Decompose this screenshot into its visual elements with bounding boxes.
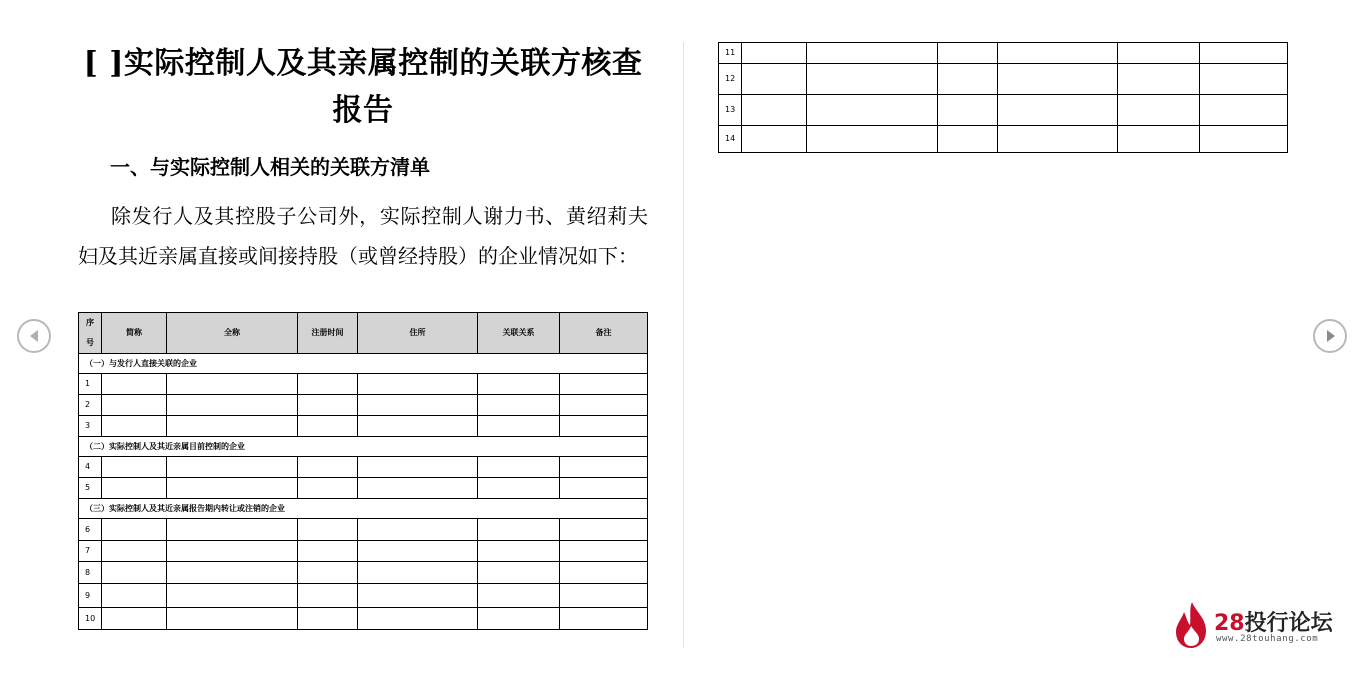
table-cell [1200, 64, 1288, 95]
row-number: 3 [79, 416, 102, 437]
table-cell [358, 395, 478, 416]
table-cell [998, 126, 1118, 153]
table-cell [358, 416, 478, 437]
chevron-right-icon [1315, 321, 1345, 351]
table-cell [560, 416, 648, 437]
table-cell [102, 374, 167, 395]
table-cell [358, 478, 478, 499]
group-label: （三）实际控制人及其近亲属报告期内转让或注销的企业 [79, 499, 648, 519]
row-number: 2 [79, 395, 102, 416]
row-number: 12 [719, 64, 742, 95]
table-group-row [79, 437, 648, 457]
table-row [79, 541, 648, 562]
row-number: 8 [79, 562, 102, 584]
group-label: （二）实际控制人及其近亲属目前控制的企业 [79, 437, 648, 457]
table-cell [102, 478, 167, 499]
table-cell [298, 416, 358, 437]
table-cell [298, 519, 358, 541]
document-title [78, 40, 648, 134]
table-cell [167, 457, 298, 478]
table-cell [167, 395, 298, 416]
table-cell [102, 584, 167, 608]
table-cell [807, 43, 938, 64]
row-number: 7 [79, 541, 102, 562]
table-row [79, 584, 648, 608]
table-cell [167, 374, 298, 395]
site-logo [1172, 600, 1342, 650]
table-row [79, 374, 648, 395]
table-cell [807, 64, 938, 95]
table-cell [1118, 95, 1200, 126]
table-cell [298, 608, 358, 630]
table-row [719, 95, 1288, 126]
table-group-row [79, 499, 648, 519]
table-cell [742, 95, 807, 126]
table-cell [478, 608, 560, 630]
table-cell [1200, 126, 1288, 153]
row-number: 6 [79, 519, 102, 541]
table-cell [478, 478, 560, 499]
row-number: 14 [719, 126, 742, 153]
table-cell [560, 608, 648, 630]
group-label: （一）与发行人直接关联的企业 [79, 354, 648, 374]
header-remark: 备注 [560, 313, 648, 354]
table-cell [358, 519, 478, 541]
table-cell [478, 416, 560, 437]
table-cell [358, 562, 478, 584]
table-cell [742, 43, 807, 64]
row-number: 10 [79, 608, 102, 630]
next-page-button[interactable] [1313, 319, 1347, 353]
header-serial-line2: 号 [86, 338, 94, 347]
table-cell [478, 374, 560, 395]
row-number: 11 [719, 43, 742, 64]
table-cell [560, 584, 648, 608]
table-cell [807, 126, 938, 153]
table-cell [102, 519, 167, 541]
header-fullname: 全称 [167, 313, 298, 354]
table-row [719, 64, 1288, 95]
table-row [79, 457, 648, 478]
header-relation: 关联关系 [478, 313, 560, 354]
row-number: 4 [79, 457, 102, 478]
table-cell [807, 95, 938, 126]
table-cell [938, 126, 998, 153]
table-cell [938, 43, 998, 64]
table-cell [358, 374, 478, 395]
document-page-left [78, 40, 648, 276]
header-address: 住所 [358, 313, 478, 354]
table-row [79, 608, 648, 630]
page-divider [683, 42, 684, 648]
flame-icon [1172, 600, 1212, 650]
table-cell [358, 584, 478, 608]
table-cell [478, 395, 560, 416]
chevron-left-icon [19, 321, 49, 351]
header-abbr: 简称 [102, 313, 167, 354]
title-line-1: [ ]实际控制人及其亲属控制的关联方核查 [83, 46, 643, 81]
logo-name: 投行论坛 [1244, 611, 1333, 636]
table-cell [742, 126, 807, 153]
table-cell [478, 562, 560, 584]
table-cell [167, 562, 298, 584]
table-cell [998, 95, 1118, 126]
table-cell [167, 478, 298, 499]
table-cell [167, 416, 298, 437]
row-number: 9 [79, 584, 102, 608]
table-group-row [79, 354, 648, 374]
table-cell [358, 457, 478, 478]
table-cell [102, 608, 167, 630]
table-row [79, 562, 648, 584]
header-serial [79, 313, 102, 354]
table-cell [560, 478, 648, 499]
table-cell [102, 541, 167, 562]
table-row [79, 395, 648, 416]
table-cell [560, 519, 648, 541]
table-row [719, 126, 1288, 153]
table-cell [560, 541, 648, 562]
table-header-row [79, 313, 648, 354]
table-cell [560, 374, 648, 395]
table-cell [560, 395, 648, 416]
table-cell [1200, 43, 1288, 64]
table-cell [560, 457, 648, 478]
table-cell [298, 478, 358, 499]
table-cell [478, 519, 560, 541]
row-number: 5 [79, 478, 102, 499]
table-cell [298, 374, 358, 395]
row-number: 1 [79, 374, 102, 395]
table-cell [167, 608, 298, 630]
table-cell [298, 457, 358, 478]
table-cell [478, 457, 560, 478]
title-line-2: 报告 [332, 93, 394, 128]
table-cell [998, 43, 1118, 64]
header-reg-time: 注册时间 [298, 313, 358, 354]
row-number: 13 [719, 95, 742, 126]
table-cell [102, 416, 167, 437]
header-serial-line1: 序 [86, 318, 94, 327]
table-row [79, 519, 648, 541]
table-cell [298, 395, 358, 416]
table-cell [102, 395, 167, 416]
table-row [79, 478, 648, 499]
related-party-table-continued [718, 42, 1288, 153]
table-cell [1200, 95, 1288, 126]
table-cell [1118, 43, 1200, 64]
table-cell [298, 584, 358, 608]
table-cell [298, 541, 358, 562]
logo-number: 28 [1214, 611, 1245, 636]
table-cell [938, 95, 998, 126]
table-cell [938, 64, 998, 95]
table-cell [102, 457, 167, 478]
table-cell [358, 608, 478, 630]
prev-page-button[interactable] [17, 319, 51, 353]
table-cell [1118, 126, 1200, 153]
table-cell [358, 541, 478, 562]
table-cell [1118, 64, 1200, 95]
intro-paragraph: 除发行人及其控股子公司外，实际控制人谢力书、黄绍莉夫妇及其近亲属直接或间接持股（或曾经持股）的企业情况如下： [78, 204, 648, 268]
table-cell [560, 562, 648, 584]
table-cell [167, 584, 298, 608]
related-party-table [78, 312, 648, 630]
table-row [719, 43, 1288, 64]
logo-text [1214, 606, 1333, 637]
table-cell [167, 519, 298, 541]
table-cell [167, 541, 298, 562]
section-heading: 一、与实际控制人相关的关联方清单 [110, 155, 430, 179]
table-cell [478, 584, 560, 608]
table-cell [742, 64, 807, 95]
table-cell [102, 562, 167, 584]
table-cell [998, 64, 1118, 95]
table-cell [298, 562, 358, 584]
table-cell [478, 541, 560, 562]
logo-url: www.28touhang.com [1216, 634, 1319, 644]
table-row [79, 416, 648, 437]
